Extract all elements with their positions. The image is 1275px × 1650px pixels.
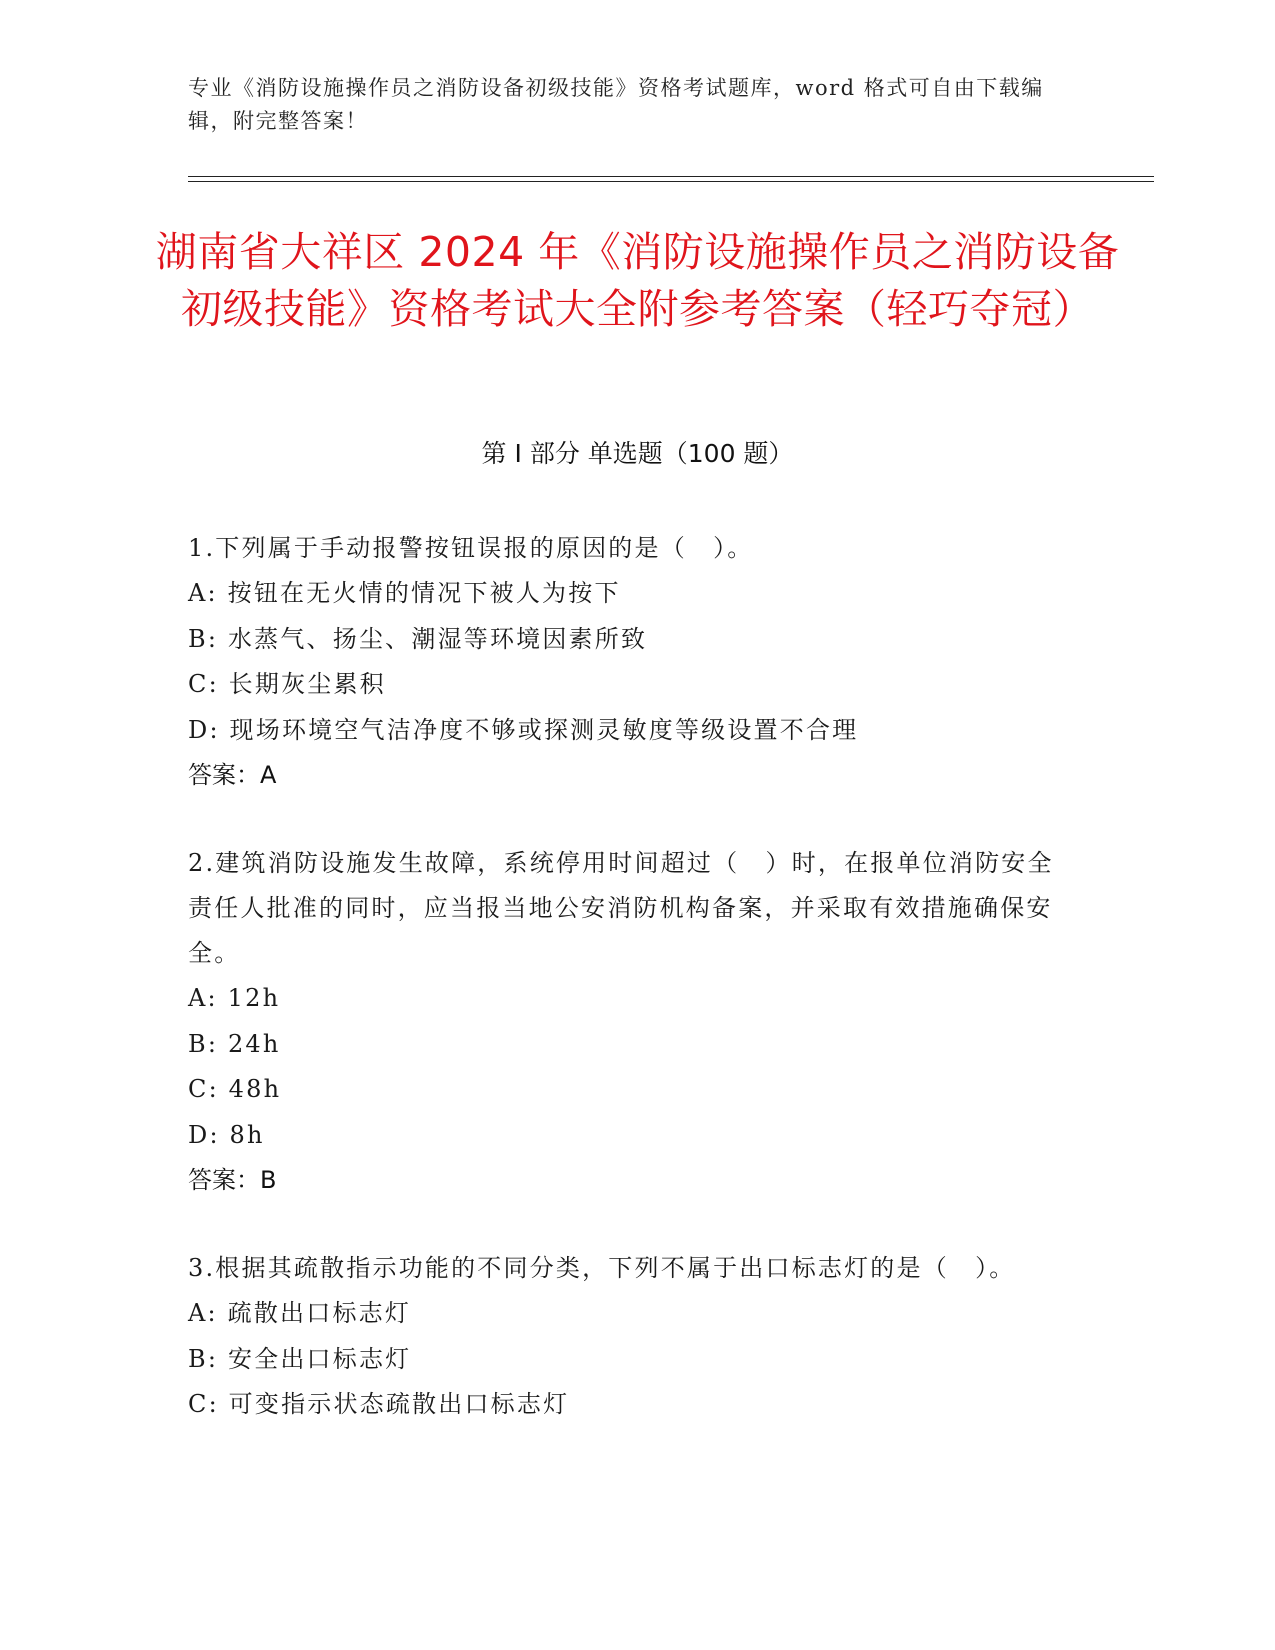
header-divider-thin	[188, 181, 1154, 182]
option-d: D: 8h	[188, 1120, 265, 1149]
question-2	[188, 841, 1068, 1203]
question-stem: 2.建筑消防设施发生故障，系统停用时间超过（ ）时，在报单位消防安全责任人批准的同时，应当报当地公安消防机构备案，并采取有效措施确保安全。	[188, 849, 1054, 967]
question-1	[188, 526, 1068, 798]
option-c: C: 48h	[188, 1075, 282, 1103]
question-stem: 1.下列属于手动报警按钮误报的原因的是（ ）。	[188, 534, 754, 562]
question-3	[188, 1246, 1068, 1428]
section-title: 第 I 部分 单选题（100 题）	[481, 439, 794, 468]
option-c: C: 长期灰尘累积	[188, 670, 386, 698]
document-title: 湖南省大祥区 2024 年《消防设施操作员之消防设备初级技能》资格考试大全附参考答案（轻巧夺冠）	[155, 228, 1120, 333]
option-d: D: 现场环境空气洁净度不够或探测灵敏度等级设置不合理	[188, 715, 859, 744]
option-a: A: 按钮在无火情的情况下被人为按下	[188, 579, 621, 607]
option-b: B: 水蒸气、扬尘、潮湿等环境因素所致	[188, 624, 648, 653]
option-a: A: 疏散出口标志灯	[188, 1299, 412, 1327]
option-b: B: 安全出口标志灯	[188, 1344, 412, 1373]
answer: 答案：A	[188, 761, 277, 789]
option-a: A: 12h	[188, 984, 281, 1012]
header-divider-thick	[188, 176, 1154, 177]
option-c: C: 可变指示状态疏散出口标志灯	[188, 1390, 570, 1418]
question-stem: 3.根据其疏散指示功能的不同分类，下列不属于出口标志灯的是（ ）。	[188, 1254, 1016, 1282]
question-list	[188, 526, 1068, 1471]
answer: 答案：B	[188, 1166, 277, 1194]
header-note: 专业《消防设施操作员之消防设备初级技能》资格考试题库，word 格式可自由下载编辑，附完整答案！	[188, 76, 1044, 133]
option-b: B: 24h	[188, 1029, 281, 1058]
